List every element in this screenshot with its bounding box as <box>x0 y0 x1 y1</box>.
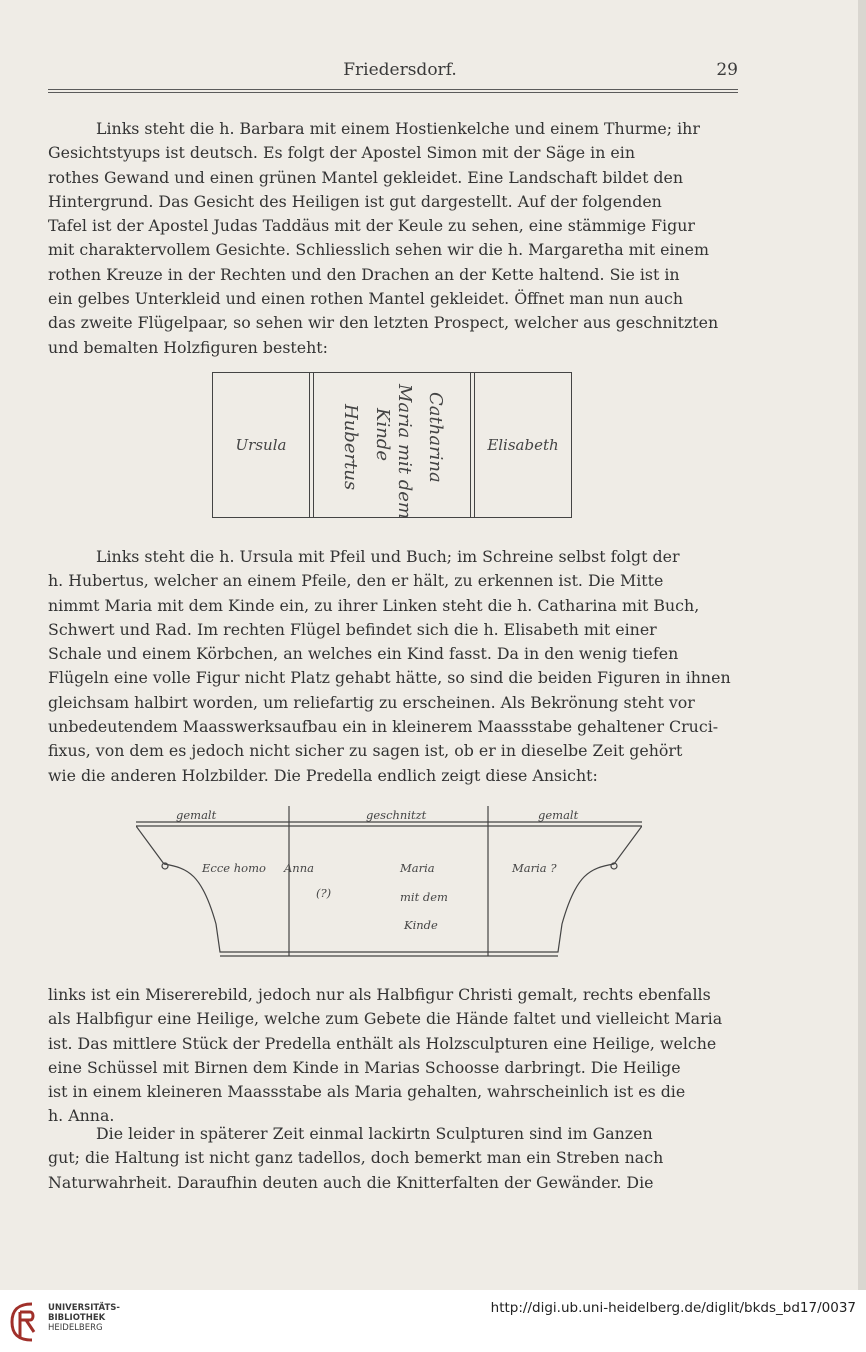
label-hubertus: Hubertus <box>340 404 361 491</box>
text-line: Links steht die h. Ursula mit Pfeil und Buch; im Schreine selbst folgt der <box>96 547 680 566</box>
text-line: ein gelbes Unterkleid und einen rothen Mantel gekleidet. Öffnet man nun auch <box>48 289 684 309</box>
library-name-line1: UNIVERSITÄTS- <box>48 1303 120 1313</box>
page-number: 29 <box>716 60 738 80</box>
label-kinde: Kinde <box>372 408 393 461</box>
label-maria-mit-dem: Maria mit dem <box>394 384 415 519</box>
library-name-line2: BIBLIOTHEK <box>48 1313 106 1323</box>
running-head-title: Friedersdorf. <box>343 60 457 80</box>
label-elisabeth: Elisabeth <box>487 436 559 454</box>
text-line: Hintergrund. Das Gesicht des Heiligen ist gut dargestellt. Auf der folgenden <box>48 191 662 211</box>
text-line: h. Anna. <box>48 1106 115 1126</box>
label-anna: Anna <box>284 861 314 875</box>
label-maria: Maria <box>400 861 435 875</box>
label-gemalt-right: gemalt <box>538 808 579 822</box>
label-maria-right: Maria ? <box>512 861 557 875</box>
paragraph-3 <box>48 983 738 1129</box>
text-line: als Halbfigur eine Heilige, welche zum Gebete die Hände faltet und vielleicht Maria <box>48 1009 723 1029</box>
text-line: eine Schüssel mit Birnen dem Kinde in Marias Schoosse darbringt. Die Heilige <box>48 1057 681 1077</box>
label-mit-dem: mit dem <box>400 890 448 904</box>
text-line: Schwert und Rad. Im rechten Flügel befindet sich die h. Elisabeth mit einer <box>48 619 657 639</box>
label-catharina: Catharina <box>425 392 446 483</box>
text-line: Flügeln eine volle Figur nicht Platz gehabt hätte, so sind die beiden Figuren in ihnen <box>48 668 731 688</box>
text-line: Schale und einem Körbchen, an welches ein Kind fasst. Da in den wenig tiefen <box>48 644 679 664</box>
diagram-line <box>212 372 572 373</box>
diagram-line <box>212 517 572 518</box>
text-line: Gesichtstyups ist deutsch. Es folgt der Apostel Simon mit der Säge in ein <box>48 143 635 163</box>
header-rule-2 <box>48 92 738 93</box>
permalink-url[interactable]: http://digi.ub.uni-heidelberg.de/diglit/bkds_bd17/0037 <box>490 1300 856 1316</box>
text-line: mit charaktervollem Gesichte. Schliesslich sehen wir die h. Margaretha mit einem <box>48 240 709 260</box>
text-line: fixus, von dem es jedoch nicht sicher zu sagen ist, ob er in dieselbe Zeit gehört <box>48 741 683 761</box>
paragraph-2 <box>48 545 738 788</box>
text-line: das zweite Flügelpaar, so sehen wir den letzten Prospect, welcher aus geschnitzten <box>48 313 719 333</box>
text-line: unbedeutendem Maasswerksaufbau ein in kleinerem Maassstabe gehaltener Cruci- <box>48 717 719 737</box>
text-line: gleichsam halbirt worden, um reliefartig zu erscheinen. Als Bekrönung steht vor <box>48 692 695 712</box>
text-line: nimmt Maria mit dem Kinde ein, zu ihrer Linken steht die h. Catharina mit Buch, <box>48 595 700 615</box>
label-kinde-predella: Kinde <box>404 918 438 932</box>
label-gemalt-left: gemalt <box>176 808 217 822</box>
text-line: links ist ein Misererebild, jedoch nur als Halbfigur Christi gemalt, rechts ebenfalls <box>48 985 711 1004</box>
page-edge <box>858 0 866 1290</box>
label-anna-note: (?) <box>316 886 332 900</box>
text-line: rothen Kreuze in der Rechten und den Drachen an der Kette haltend. Sie ist in <box>48 264 680 284</box>
altar-diagram <box>212 372 572 518</box>
library-name-line3: HEIDELBERG <box>48 1323 103 1333</box>
text-line: gut; die Haltung ist nicht ganz tadellos, doch bemerkt man ein Streben nach <box>48 1148 664 1168</box>
predella-diagram <box>136 806 642 960</box>
paragraph-1 <box>48 117 738 360</box>
diagram-line <box>470 372 471 518</box>
header-rule-1 <box>48 89 738 90</box>
text-line: Die leider in späterer Zeit einmal lackirtn Sculpturen sind im Ganzen <box>96 1124 653 1143</box>
text-line: Links steht die h. Barbara mit einem Hostienkelche und einem Thurme; ihr <box>96 119 700 138</box>
text-line: ist. Das mittlere Stück der Predella enthält als Holzsculpturen eine Heilige, welche <box>48 1033 717 1053</box>
text-line: wie die anderen Holzbilder. Die Predella endlich zeigt diese Ansicht: <box>48 765 598 785</box>
label-ursula: Ursula <box>235 436 287 454</box>
text-line: Tafel ist der Apostel Judas Taddäus mit der Keule zu sehen, eine stämmige Figur <box>48 216 695 236</box>
university-library-logo-icon[interactable] <box>6 1298 40 1344</box>
footer-bar <box>0 1290 866 1352</box>
text-line: ist in einem kleineren Maassstabe als Maria gehalten, wahrscheinlich ist es die <box>48 1082 686 1102</box>
paragraph-4 <box>48 1122 738 1195</box>
text-line: h. Hubertus, welcher an einem Pfeile, den er hält, zu erkennen ist. Die Mitte <box>48 571 664 591</box>
label-ecce-homo: Ecce homo <box>202 861 266 875</box>
text-line: Naturwahrheit. Daraufhin deuten auch die Knitterfalten der Gewänder. Die <box>48 1172 654 1192</box>
diagram-line <box>313 372 314 518</box>
label-geschnitzt: geschnitzt <box>366 808 427 822</box>
text-line: und bemalten Holzfiguren besteht: <box>48 337 328 357</box>
text-line: rothes Gewand und einen grünen Mantel gekleidet. Eine Landschaft bildet den <box>48 167 684 187</box>
predella-outline <box>136 806 642 960</box>
